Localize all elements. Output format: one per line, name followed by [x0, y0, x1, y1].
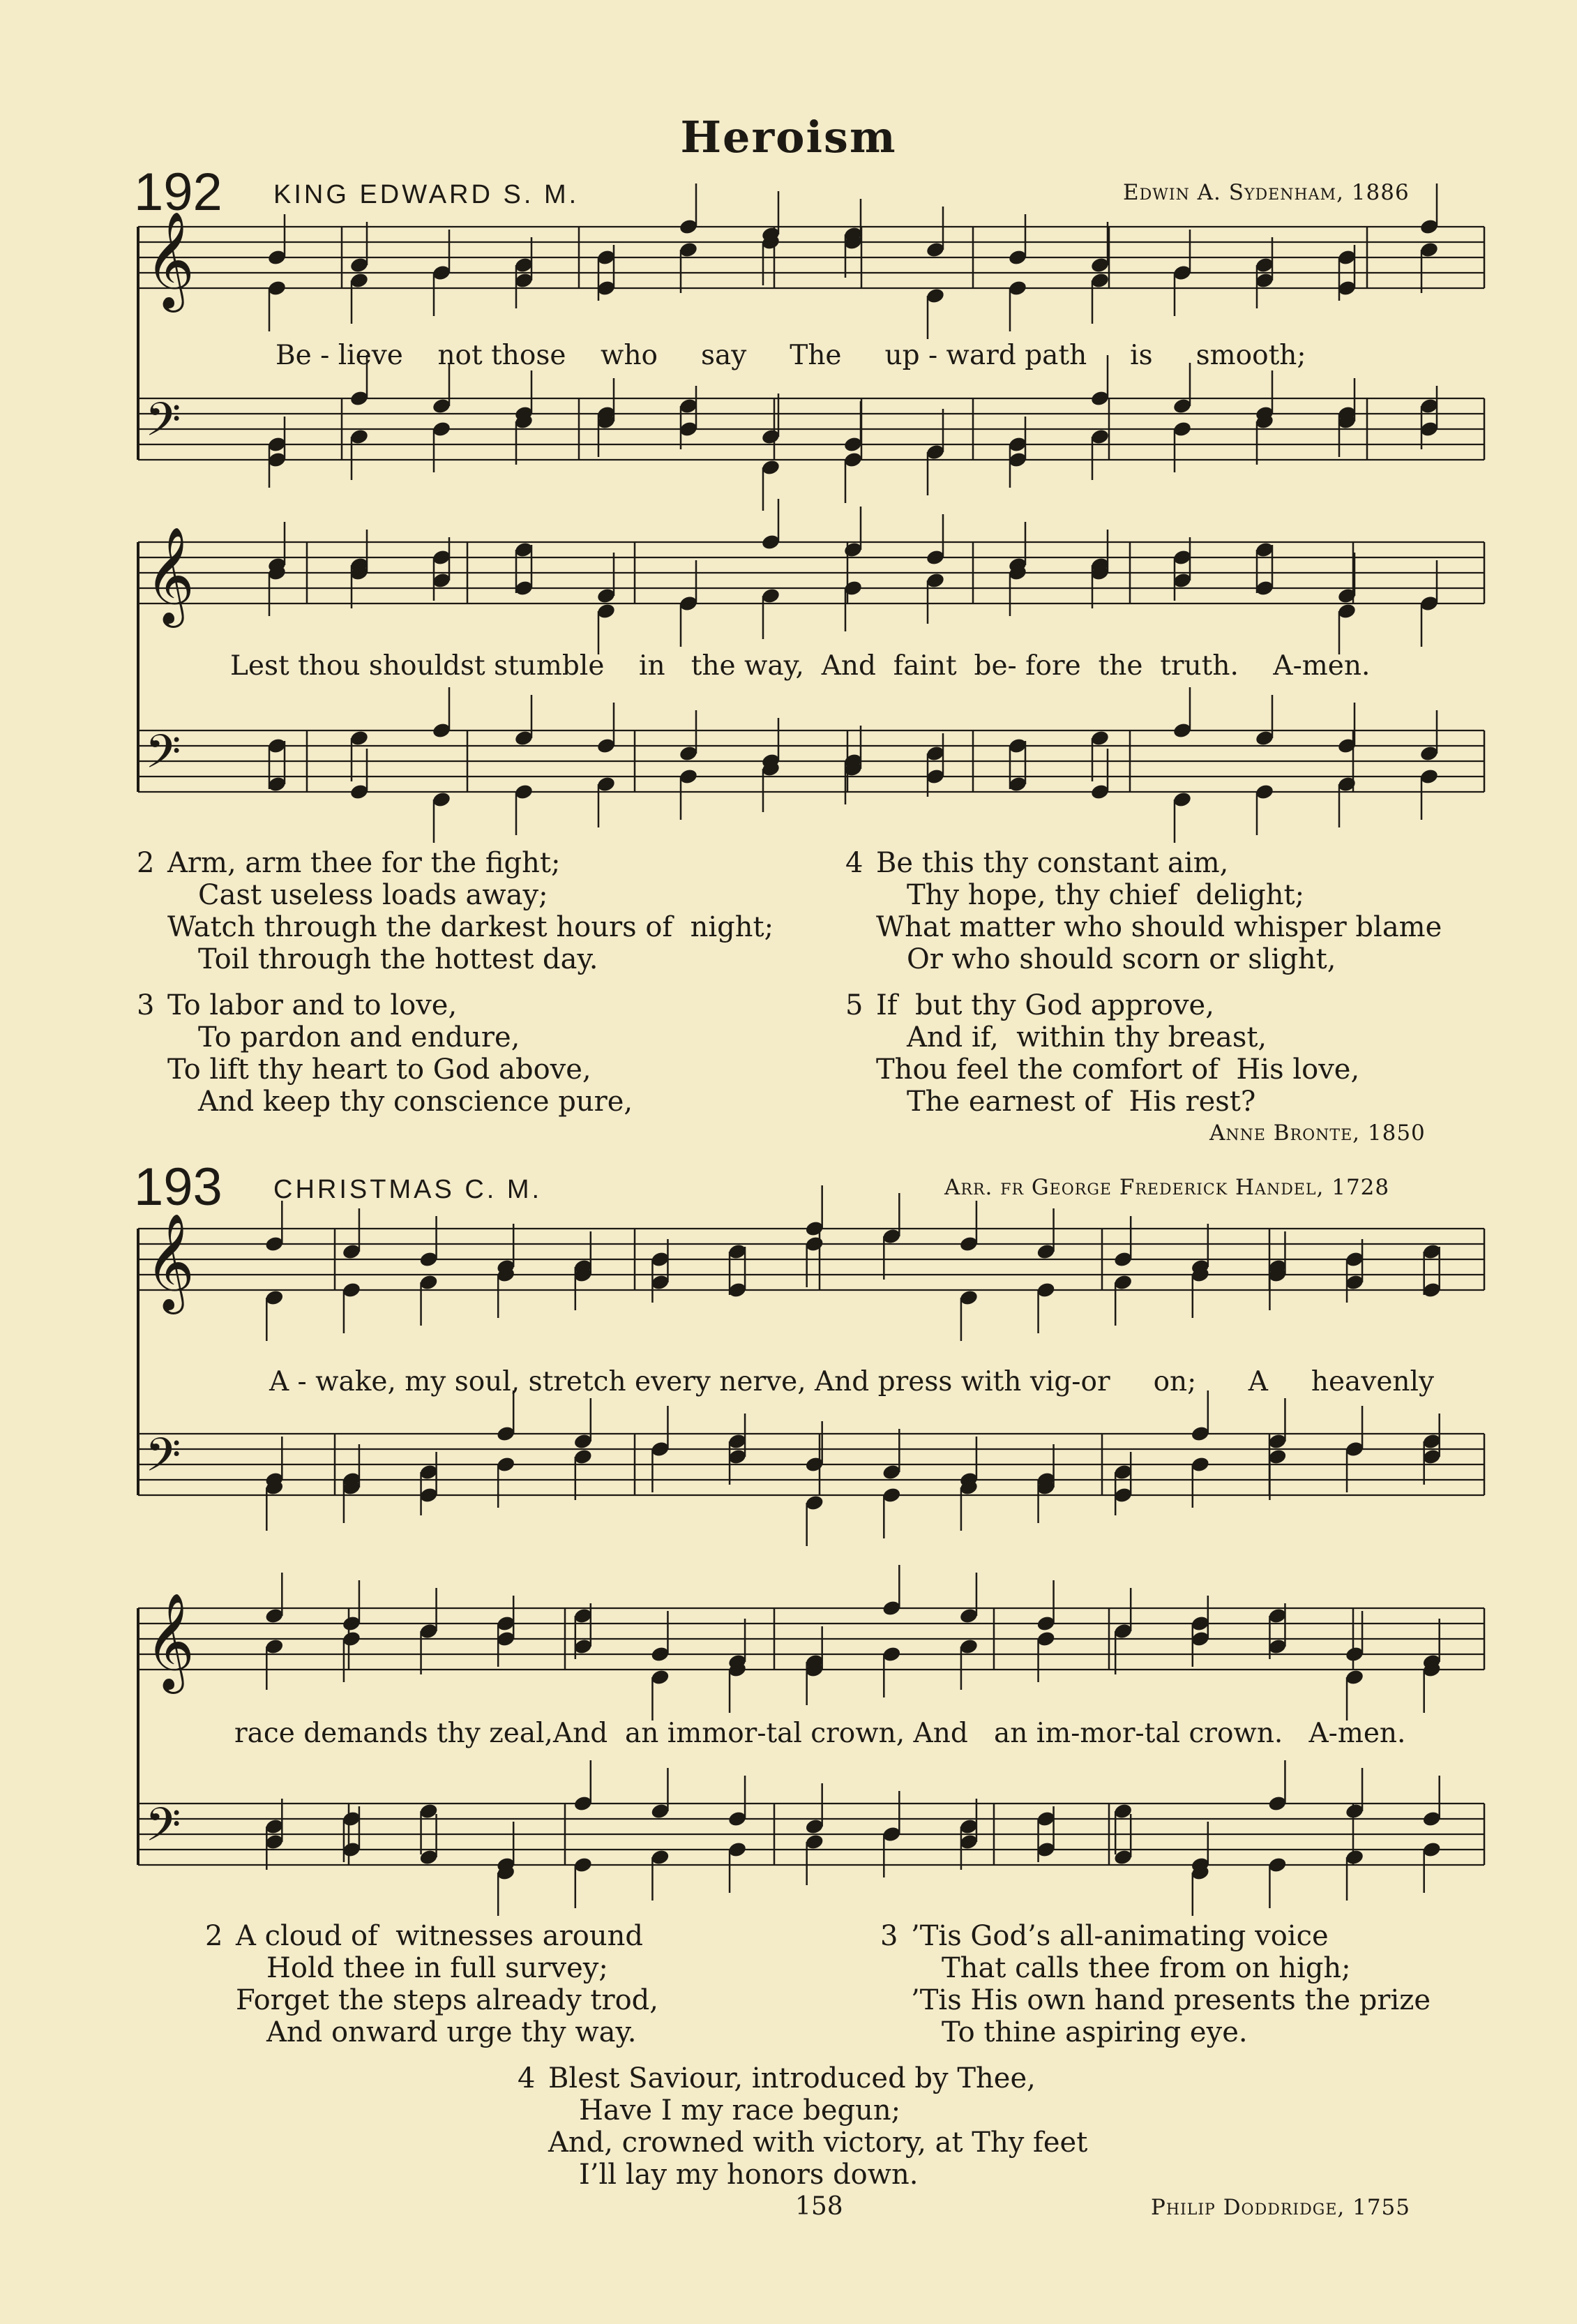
- verse-line: Watch through the darkest hours of night;: [167, 911, 774, 943]
- verse-line: Have I my race begun;: [579, 2094, 901, 2127]
- verse-line: To pardon and endure,: [198, 1021, 520, 1054]
- verse-line: Arm, arm thee for the fight;: [167, 847, 561, 879]
- verse-line: If but thy God approve,: [876, 989, 1214, 1021]
- lyrics-line: race demands thy zeal,And an immor-tal crown, And an im-mor-tal crown. A-men.: [234, 1718, 1406, 1749]
- verse-number: 4: [845, 847, 863, 879]
- verse-block: [205, 1920, 658, 2048]
- verse-line: I’ll lay my honors down.: [579, 2159, 919, 2191]
- lyrics-line: Be - lieve not those who say The up - ward path is smooth;: [276, 340, 1306, 371]
- verse-line: The earnest of His rest?: [907, 1086, 1256, 1118]
- hymn-number: 192: [134, 163, 222, 222]
- bass-clef-icon: 𝄢: [145, 1798, 181, 1863]
- verse-number: 5: [845, 989, 863, 1021]
- verse-line: ’Tis His own hand presents the prize: [911, 1984, 1431, 2016]
- verse-line: Be this thy constant aim,: [876, 847, 1229, 879]
- treble-clef-icon: 𝄞: [145, 211, 195, 308]
- bass-clef-icon: 𝄢: [145, 393, 181, 458]
- tune-name: CHRISTMAS C. M.: [273, 1175, 543, 1204]
- verse-line: Thy hope, thy chief delight;: [907, 879, 1305, 911]
- verse-block: [137, 847, 774, 975]
- section-title: Heroism: [680, 112, 897, 163]
- verse-number: 3: [880, 1920, 898, 1952]
- verse-line: To lift thy heart to God above,: [167, 1054, 591, 1086]
- author-credit: Philip Doddridge, 1755: [1151, 2195, 1410, 2220]
- composer-credit: Edwin A. Sydenham, 1886: [1123, 180, 1410, 205]
- verse-number: 3: [137, 989, 155, 1021]
- verse-number: 2: [137, 847, 155, 879]
- verse-line: Cast useless loads away;: [198, 879, 548, 911]
- verse-line: Thou feel the comfort of His love,: [876, 1054, 1360, 1086]
- verse-line: And onward urge thy way.: [266, 2016, 637, 2048]
- hymn-number: 193: [134, 1157, 222, 1217]
- treble-clef-icon: 𝄞: [145, 527, 195, 624]
- verse-block: [845, 847, 1442, 975]
- verse-line: That calls thee from on high;: [942, 1952, 1351, 1984]
- verse-line: To labor and to love,: [167, 989, 458, 1021]
- verse-block: [137, 989, 633, 1118]
- verse-line: To thine aspiring eye.: [942, 2016, 1248, 2048]
- bass-clef-icon: 𝄢: [145, 725, 181, 790]
- verse-line: A cloud of witnesses around: [236, 1920, 643, 1952]
- verse-line: Forget the steps already trod,: [236, 1984, 658, 2016]
- verse-line: And keep thy conscience pure,: [198, 1086, 633, 1118]
- treble-clef-icon: 𝄞: [145, 1593, 195, 1690]
- verse-block: [880, 1920, 1431, 2048]
- page-number: 158: [795, 2192, 843, 2221]
- author-credit: Anne Bronte, 1850: [1209, 1120, 1426, 1146]
- verse-number: 2: [205, 1920, 223, 1952]
- verse-line: Or who should scorn or slight,: [907, 943, 1336, 975]
- composer-credit: Arr. fr George Frederick Handel, 1728: [944, 1175, 1390, 1200]
- lyrics-line: Lest thou shouldst stumble in the way, And faint be- fore the truth. A-men.: [230, 650, 1371, 682]
- verse-line: What matter who should whisper blame: [876, 911, 1442, 943]
- verse-line: Hold thee in full survey;: [266, 1952, 608, 1984]
- verse-line: And, crowned with victory, at Thy feet: [548, 2127, 1088, 2159]
- verse-line: ’Tis God’s all-animating voice: [911, 1920, 1329, 1952]
- lyrics-line: A - wake, my soul, stretch every nerve, And press with vig-or on; A heavenly: [269, 1366, 1435, 1397]
- verse-number: 4: [518, 2062, 536, 2094]
- verse-line: And if, within thy breast,: [907, 1021, 1267, 1054]
- tune-name: KING EDWARD S. M.: [273, 180, 580, 209]
- verse-block: [845, 989, 1359, 1118]
- treble-clef-icon: 𝄞: [145, 1213, 195, 1310]
- verse-line: Toil through the hottest day.: [198, 943, 598, 975]
- verse-line: Blest Saviour, introduced by Thee,: [548, 2062, 1036, 2094]
- verse-block: [518, 2062, 1087, 2191]
- bass-clef-icon: 𝄢: [145, 1428, 181, 1493]
